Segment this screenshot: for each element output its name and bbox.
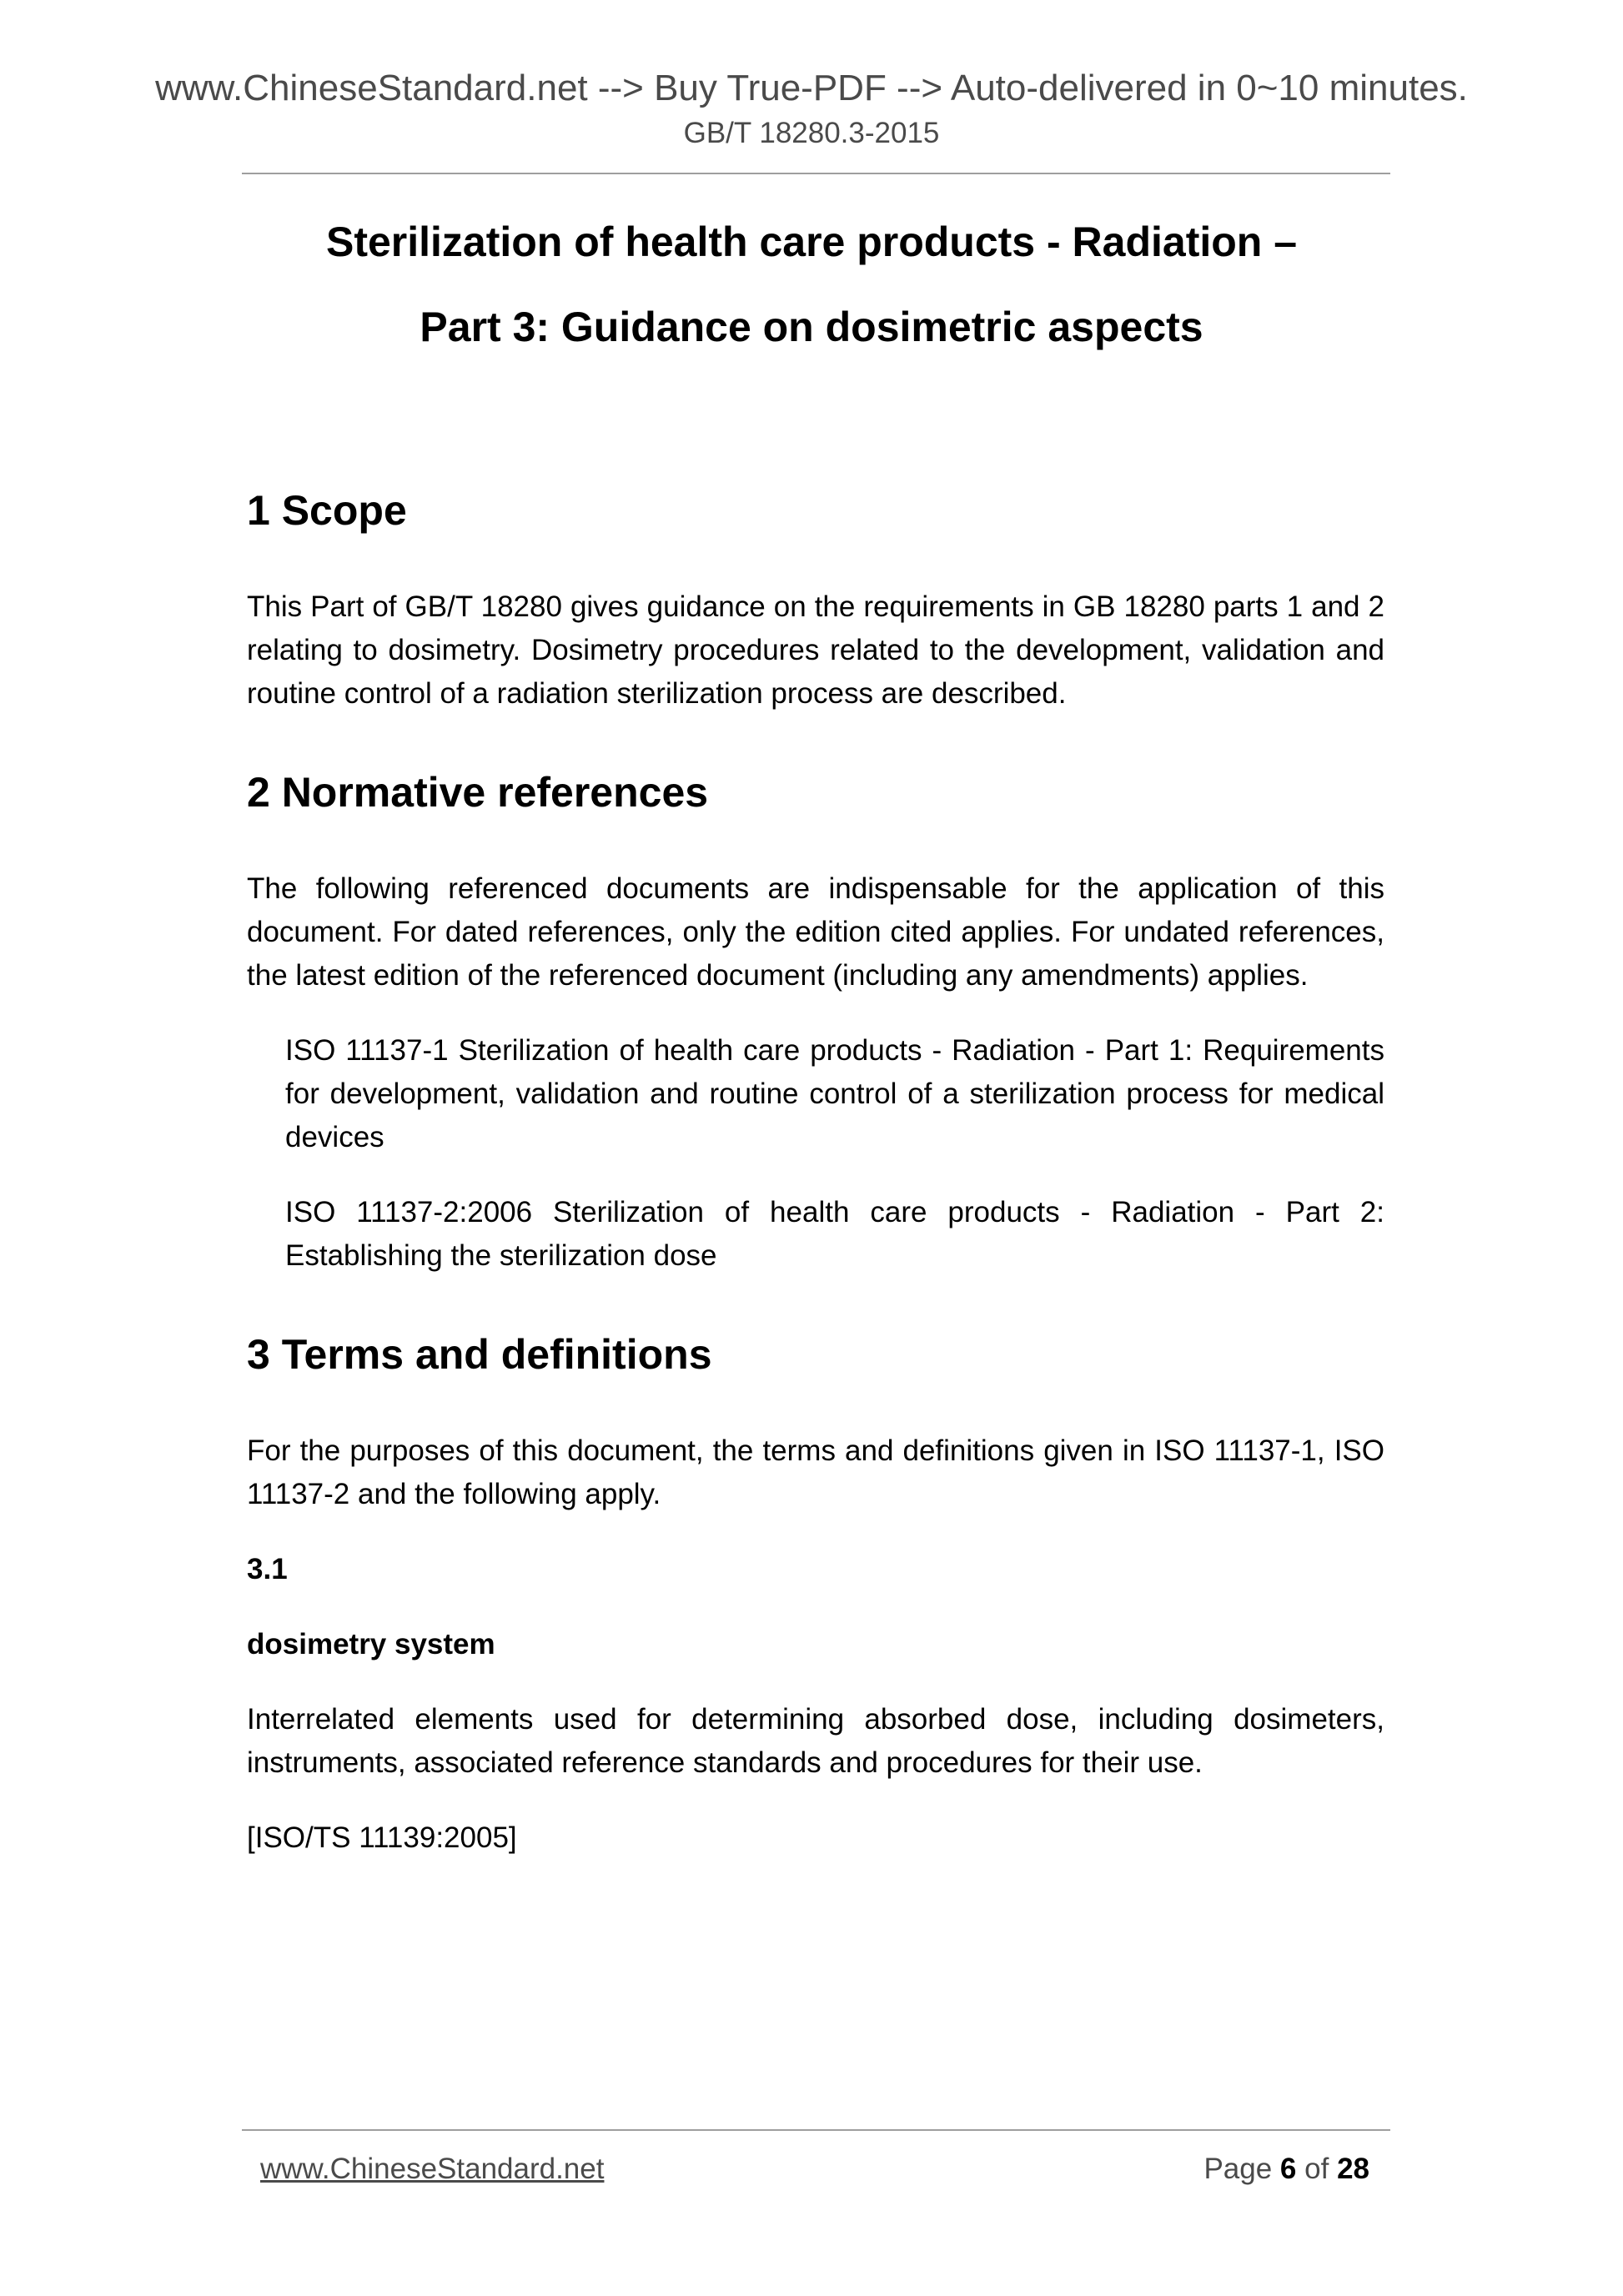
document-title-line-2: Part 3: Guidance on dosimetric aspects [420,304,1203,350]
page-indicator [1203,2149,1369,2189]
term-name: dosimetry system [247,1628,495,1660]
header-divider [242,173,1390,174]
reference-item: ISO 11137-1 Sterilization of health care products - Radiation - Part 1: Requirements for development, validation and routine control of a sterilization process for medical devices [285,1034,1384,1153]
reference-item: ISO 11137-2:2006 Sterilization of health care products - Radiation - Part 2: Establishing the sterilization dose [285,1196,1384,1272]
header-banner: www.ChineseStandard.net --> Buy True-PDF --> Auto-delivered in 0~10 minutes. [155,68,1468,108]
page-of: of [1304,2153,1329,2185]
section-heading-scope: 1 Scope [247,487,407,534]
normative-references-paragraph: The following referenced documents are indispensable for the application of this document. For dated references, only the edition cited applies. For undated references, the latest edition of the referenced document (including any amendments) applies. [247,872,1384,992]
term-source: [ISO/TS 11139:2005] [247,1821,517,1854]
terms-paragraph: For the purposes of this document, the terms and definitions given in ISO 11137-1, ISO 11137-2 and the following apply. [247,1434,1384,1510]
page-prefix: Page [1203,2153,1273,2185]
term-number: 3.1 [247,1553,288,1585]
footer-divider [242,2129,1390,2131]
scope-paragraph: This Part of GB/T 18280 gives guidance on the requirements in GB 18280 parts 1 and 2 relating to dosimetry. Dosimetry procedures related to the development, validation and routine control of a radiation sterilization process are described. [247,590,1384,710]
document-body [247,484,1384,1860]
footer-site-link[interactable]: www.ChineseStandard.net [260,2153,605,2185]
page-current: 6 [1279,2153,1297,2185]
section-heading-normative-references: 2 Normative references [247,769,709,816]
document-title-line-1: Sterilization of health care products - Radiation – [325,219,1298,265]
standard-code: GB/T 18280.3-2015 [683,117,940,149]
page-total: 28 [1337,2153,1369,2185]
section-heading-terms-and-definitions: 3 Terms and definitions [247,1331,712,1378]
term-definition: Interrelated elements used for determining absorbed dose, including dosimeters, instruments, associated reference standards and procedures for their use. [247,1703,1384,1779]
